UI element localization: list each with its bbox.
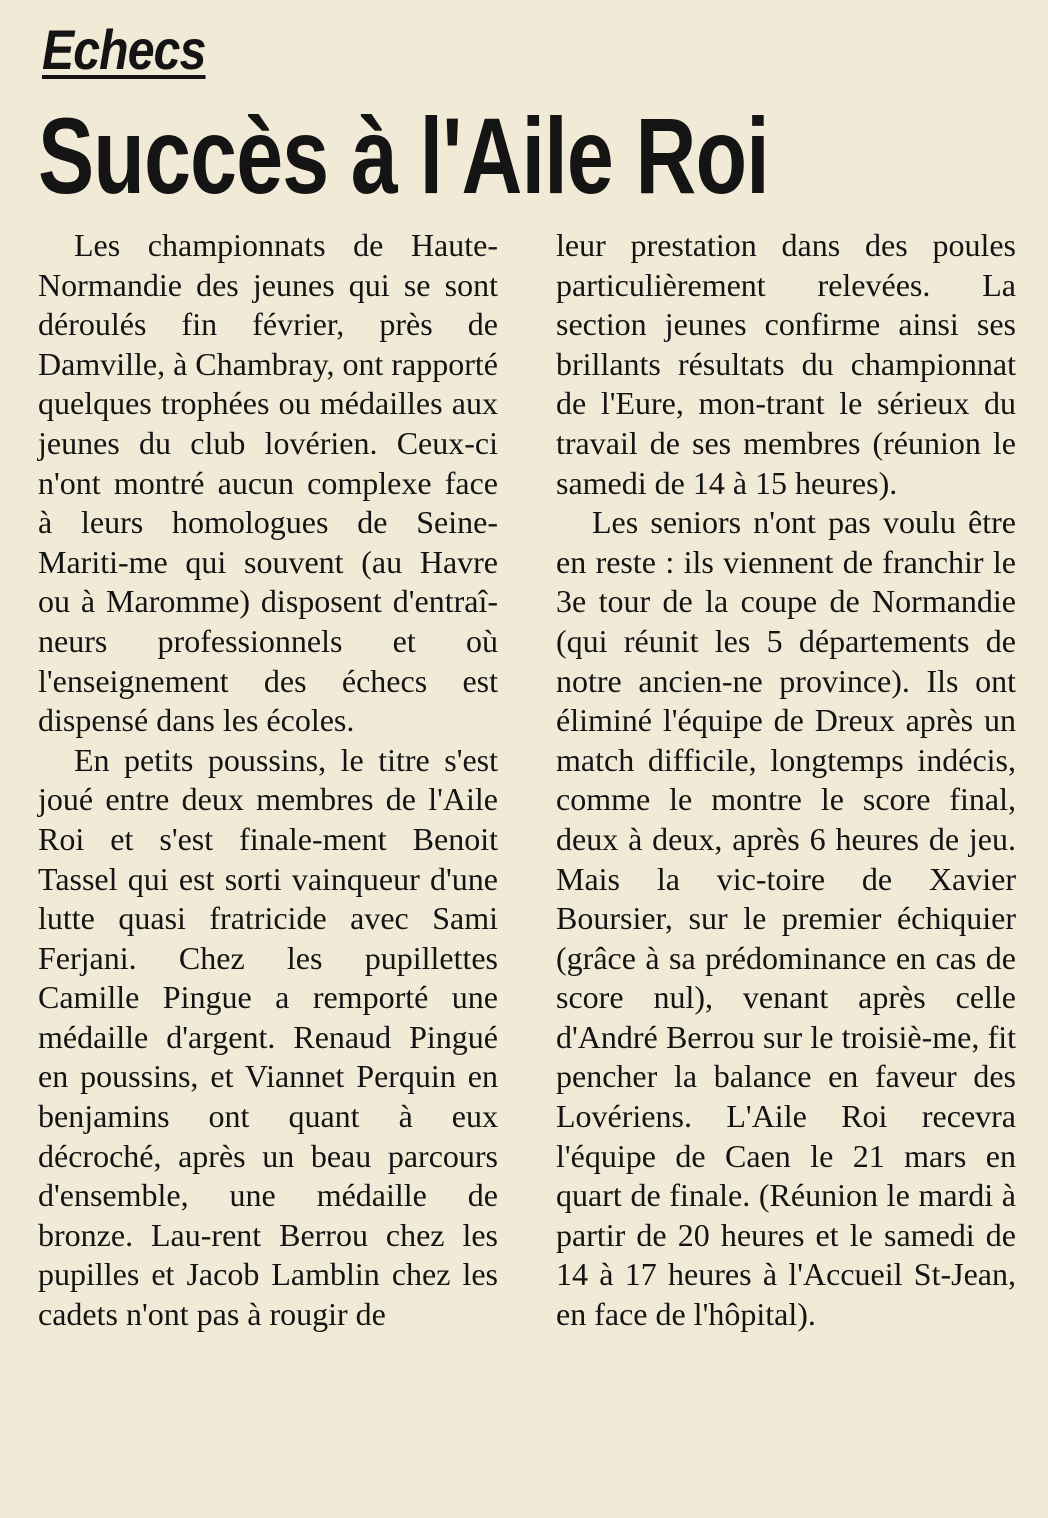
- paragraph: Les seniors n'ont pas voulu être en reste : ils viennent de franchir le 3e tour de la coupe de Normandie (qui réunit les 5 départements de notre ancien-ne province). Ils ont éliminé l'équipe de Dreux après un match difficile, longtemps indécis, comme le montre le score final, deux à deux, après 6 heures de jeu. Mais la vic-toire de Xavier Boursier, sur le premier échiquier (grâce à sa prédominance en cas de score nul), venant après celle d'André Berrou sur le troisiè-me, fit pencher la balance en faveur des Lovériens. L'Aile Roi recevra l'équipe de Caen le 21 mars en quart de finale. (Réunion le mardi à partir de 20 heures et le samedi de 14 à 17 heures à l'Accueil St-Jean, en face de l'hôpital).: [556, 504, 1016, 1333]
- paragraph-continuation: leur prestation dans des poules particulièrement relevées. La section jeunes confirme ainsi ses brillants résultats du championnat de l'Eure, mon-trant le sérieux du travail de ses membres (réunion le samedi de 14 à 15 heures).: [556, 227, 1016, 501]
- paragraph: En petits poussins, le titre s'est joué entre deux membres de l'Aile Roi et s'est finale-ment Benoit Tassel qui est sorti vainqueur d'une lutte quasi fratricide avec Sami Ferjani. Chez les pupillettes Camille Pingue a remporté une médaille d'argent. Renaud Pingué en poussins, et Viannet Perquin en benjamins ont quant à eux décroché, après un beau parcours d'ensemble, une médaille de bronze. Lau-rent Berrou chez les pupilles et Jacob Lamblin chez les cadets n'ont pas à rougir de: [38, 741, 498, 1333]
- article-headline: Succès à l'Aile Roi: [38, 95, 769, 216]
- paragraph: Les championnats de Haute-Normandie des jeunes qui se sont déroulés fin février, près de Damville, à Chambray, ont rapporté quelques trophées ou médailles aux jeunes du club lovérien. Ceux-ci n'ont montré aucun complexe face à leurs homologues de Seine-Mariti-me qui souvent (au Havre ou à Maromme) disposent d'entraî-neurs professionnels et où l'enseignement des échecs est dispensé dans les écoles.: [38, 227, 498, 739]
- article-column-left: [38, 226, 498, 1335]
- article-column-right: [556, 226, 1016, 1335]
- section-rubric: Echecs: [42, 18, 206, 81]
